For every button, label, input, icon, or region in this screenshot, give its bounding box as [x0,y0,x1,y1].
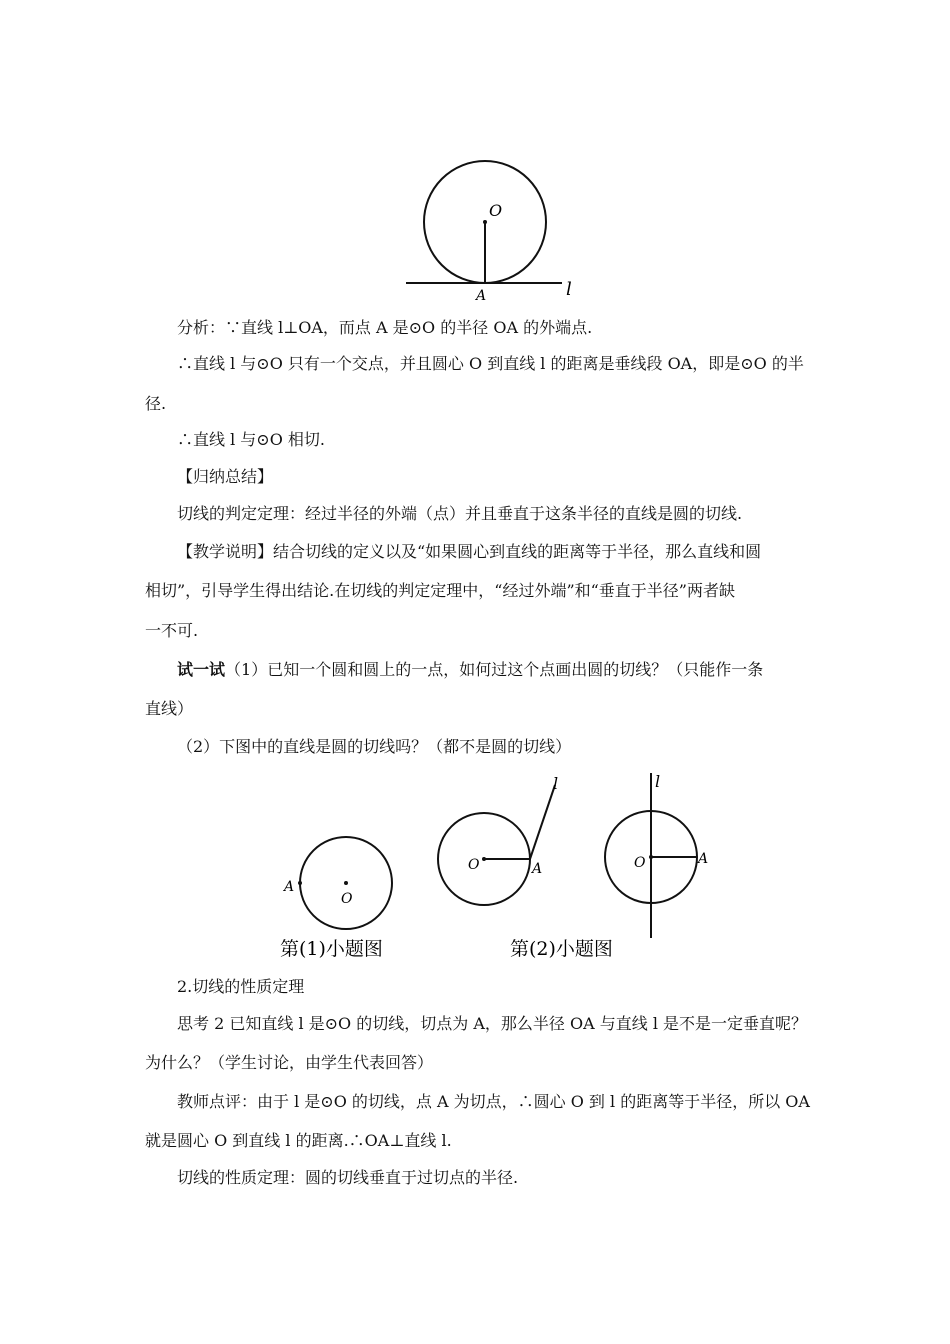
teacher-comment: 教师点评：由于 l 是⊙O 的切线，点 A 为切点，∴圆心 O 到 l 的距离等于半径，所以 OA [177,1092,810,1111]
c2-label-a: A [532,861,543,877]
section2-heading: 2.切线的性质定理 [177,977,305,996]
therefore2-text: ∴直线 l 与⊙O 相切. [177,430,325,449]
try-q1 [145,651,817,689]
caption-1: 第(1)小题图 [280,938,383,960]
try-q2: （2）下图中的直线是圆的切线吗？（都不是圆的切线） [177,737,572,756]
c2-label-o: O [468,857,480,873]
teaching-note-cont2: 一不可. [145,621,199,640]
therefore1-text: ∴直线 l 与⊙O 只有一个交点，并且圆心 O 到直线 l 的距离是垂线段 OA，即是⊙O 的半 [177,354,804,373]
c1-label-a: A [284,879,295,895]
theorem-text: 切线的判定定理：经过半径的外端（点）并且垂直于这条半径的直线是圆的切线. [177,504,743,523]
c1-label-o: O [341,891,353,907]
try-q1-cont: 直线） [145,699,194,718]
c3-label-o: O [634,855,646,871]
think2-text: 思考 2 已知直线 l 是⊙O 的切线，切点为 A，那么半径 OA 与直线 l 是不是一定垂直呢？ [177,1014,808,1033]
try-q1-text: （1）已知一个圆和圆上的一点，如何过这个点画出圆的切线？（只能作一条 [225,660,764,679]
try-label: 试一试 [177,660,226,679]
teacher-comment-cont: 就是圆心 O 到直线 l 的距离.∴OA⊥直线 l. [145,1131,452,1150]
property-theorem: 切线的性质定理：圆的切线垂直于过切点的半径. [177,1168,519,1187]
summary-heading: 【归纳总结】 [177,467,274,486]
center-point [483,220,487,224]
c3-label-l: l [655,772,661,791]
caption-2: 第(2)小题图 [510,938,613,960]
c3-center [649,855,653,859]
label-l: l [566,279,572,300]
teaching-note-cont1: 相切”，引导学生得出结论.在切线的判定定理中，“经过外端”和“垂直于半径”两者缺 [145,581,735,600]
c3-label-a: A [698,851,709,867]
c2-line-l [530,785,555,859]
teaching-note: 【教学说明】结合切线的定义以及“如果圆心到直线的距离等于半径，那么直线和圆 [177,542,762,561]
label-o: O [489,201,503,220]
think2-cont: 为什么？（学生讨论，由学生代表回答） [145,1053,434,1072]
analysis-text: 分析：∵直线 l⊥OA，而点 A 是⊙O 的半径 OA 的外端点. [177,318,593,337]
therefore1-cont: 径. [145,394,167,413]
c1-point-a [298,881,302,885]
c2-label-l: l [553,774,559,793]
tangent-figures-bottom [270,765,730,970]
tangent-figure-top [400,150,590,305]
c1-center [344,881,348,885]
label-a: A [476,288,487,304]
